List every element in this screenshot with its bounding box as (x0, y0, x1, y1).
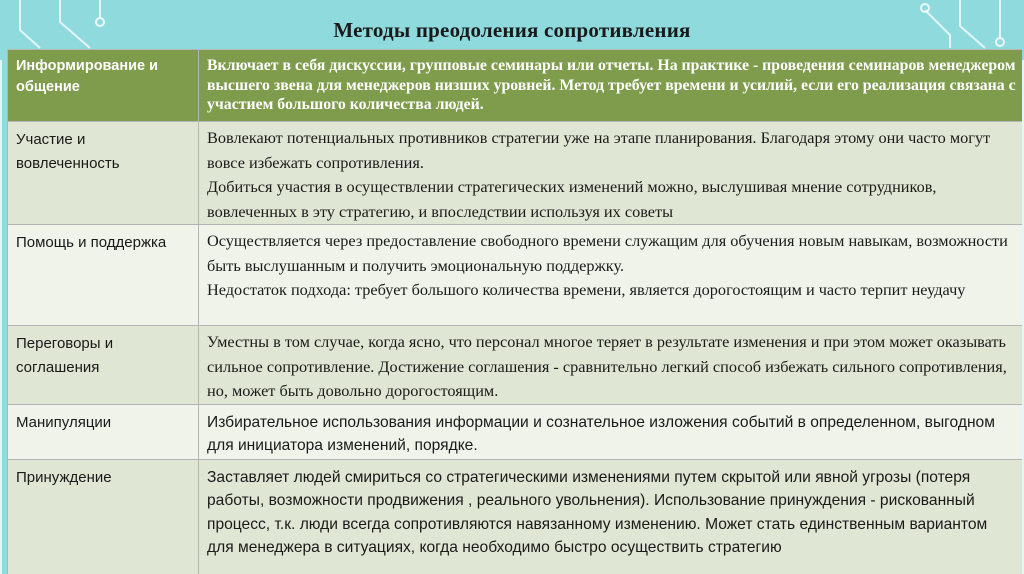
table-cell-description (199, 50, 1023, 122)
table-cell-description (199, 225, 1023, 326)
method-name: Манипуляции (16, 413, 112, 431)
table-cell-description (199, 459, 1023, 574)
table-row (8, 459, 1023, 574)
method-name: Помощь и поддержка (16, 234, 167, 251)
method-name: Информирование и общение (16, 58, 159, 95)
table-cell-description (199, 122, 1023, 225)
description-text: Избирательное использования информации и сознательное изложения событий в определенном, выгодном для инициатора изменений, порядке. (207, 413, 995, 454)
description-text: Заставляет людей смириться со стратегическими изменениями путем скрытой или явной угрозы (потеря работы, возможности продвижения , реального увольнения). Использование принуждения - рискованный процесс, т.к. люди всегда сопротивляются навязанному изменению. Может стать единственным вариантом для менеджера в ситуациях, когда необходимо быстро осуществить стратегию (207, 468, 988, 556)
table-cell-method (8, 459, 199, 574)
method-name: Принуждение (16, 468, 112, 486)
table-row (8, 225, 1023, 326)
methods-table (7, 49, 1022, 574)
table-cell-description (199, 326, 1023, 405)
table-cell-method (8, 404, 199, 459)
title-band (0, 0, 1024, 48)
description-text: Недостаток подхода: требует большого количества времени, является дорогостоящим и часто терпит неудачу (207, 280, 966, 299)
method-name: Переговоры и соглашения (16, 335, 114, 376)
description-text: Включает в себя дискуссии, групповые семинары или отчеты. На практике - проведения семинаров менеджером высшего звена для менеджеров низших уровней. Метод требует времени и усилий, если его реализация связана с участием большого количества людей. (207, 57, 1016, 113)
table-cell-method (8, 122, 199, 225)
description-text: Уместны в том случае, когда ясно, что персонал многое теряет в результате изменения и при этом может оказывать сильное сопротивление. Достижение соглашения - сравнительно легкий способ избежать сильного сопротивления, но, может быть довольно дорогостоящим. (207, 332, 1007, 400)
description-text: Вовлекают потенциальных противников стратегии уже на этапе планирования. Благодаря этому они часто могут вовсе избежать сопротивления. (207, 128, 991, 172)
method-name: Участие и вовлеченность (16, 131, 120, 172)
table-cell-method (8, 326, 199, 405)
table-row (8, 122, 1023, 225)
slide-title: Методы преодоления сопротивления (333, 18, 691, 42)
table-cell-method (8, 50, 199, 122)
table-cell-description (199, 404, 1023, 459)
table-row (8, 326, 1023, 405)
table-cell-method (8, 225, 199, 326)
table-row (8, 50, 1023, 122)
table-row (8, 404, 1023, 459)
description-text: Добиться участия в осуществлении стратегических изменений можно, выслушивая мнение сотрудников, вовлеченных в эту стратегию, и впоследствии используя их советы (207, 177, 937, 221)
description-text: Осуществляется через предоставление свободного времени служащим для обучения новым навыкам, возможности быть выслушанным и получить эмоциональную поддержку. (207, 231, 1008, 275)
